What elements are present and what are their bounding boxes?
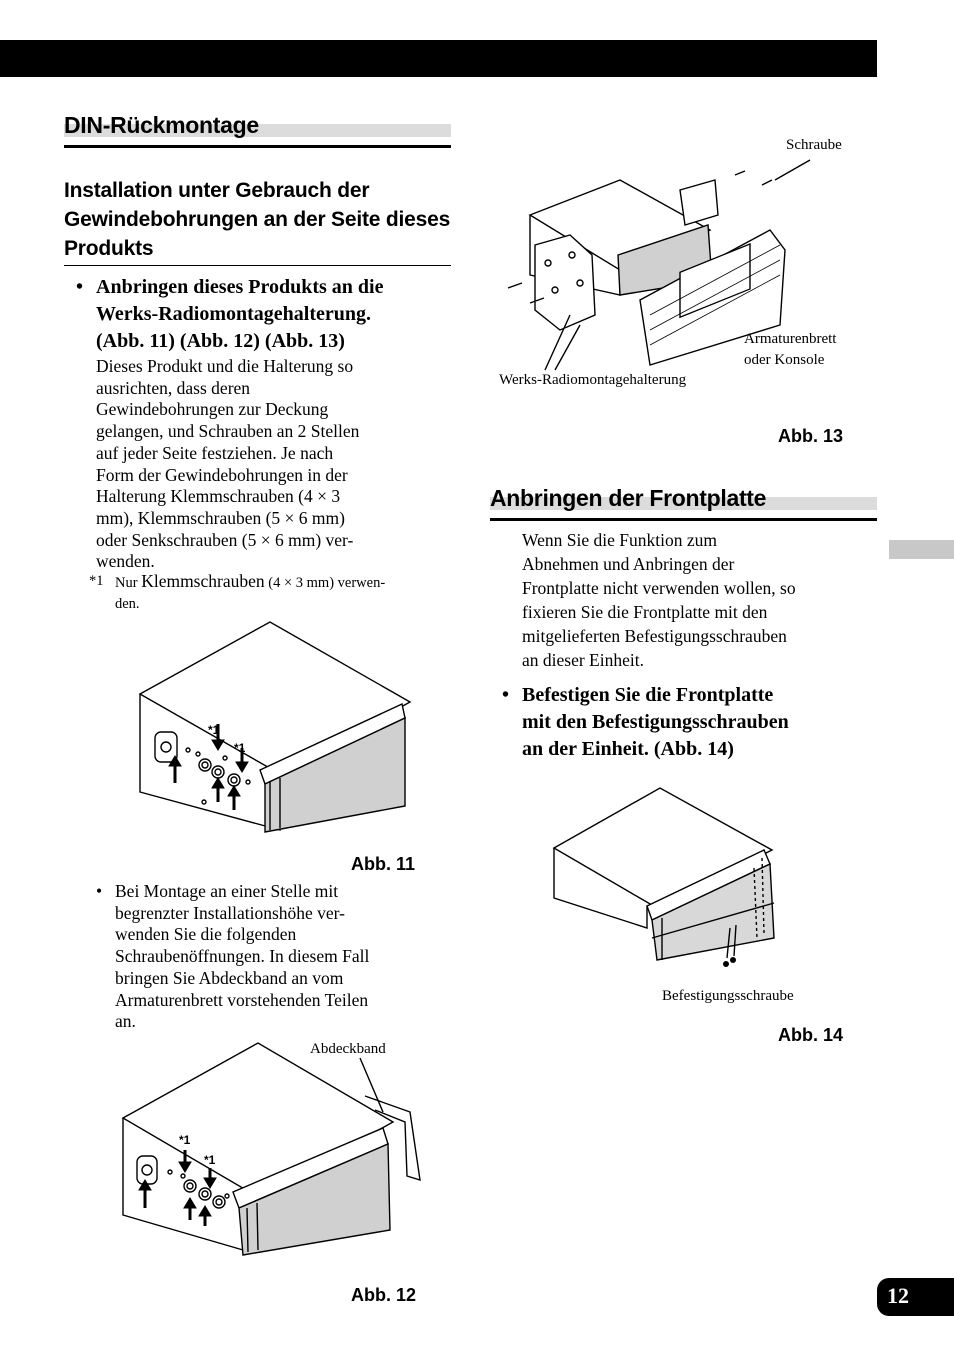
bullet-title-line: Befestigen Sie die Frontplatte <box>522 684 774 706</box>
figure-12-caption: Abb. 12 <box>351 1285 417 1305</box>
body-line: Form der Gewindebohrungen in der <box>96 464 348 485</box>
body-line: wenden. <box>96 551 155 572</box>
fig13-label-armaturenbrett <box>744 329 836 371</box>
footnote <box>89 571 455 615</box>
body-line: gelangen, und Schrauben an 2 Stellen <box>96 421 360 442</box>
body-line: Wenn Sie die Funktion zum <box>522 530 717 550</box>
subheading-installation: Installation unter Gebrauch der Gewindebohrungen an der Seite dieses Produkts <box>64 179 451 260</box>
body-line: Schraubenöffnungen. In diesem Fall <box>115 946 370 967</box>
section-title-din-rueckmontage: DIN-Rückmontage <box>64 112 451 148</box>
body-line: Bei Montage an einer Stelle mit <box>115 881 339 901</box>
body-line: Gewindebohrungen zur Deckung <box>96 399 329 420</box>
fig11-star-label: *1 <box>208 723 220 737</box>
fig12-star-label: *1 <box>179 1133 191 1147</box>
body-line: begrenzter Installationshöhe ver- <box>115 902 345 923</box>
bullet-title-line: mit den Befestigungsschrauben <box>522 711 789 733</box>
bullet-dot: • <box>76 276 84 298</box>
fig12-label-abdeckband: Abdeckband <box>310 1041 386 1057</box>
section-tab-marker <box>889 540 954 559</box>
body-line: Dieses Produkt und die Halterung so <box>96 356 354 376</box>
bullet-body-text <box>96 356 456 573</box>
body-line: oder Senkschrauben (5 × 6 mm) ver- <box>96 529 354 550</box>
fig11-star-label: *1 <box>234 741 246 755</box>
header-bar <box>0 40 877 77</box>
bullet-befestigen <box>502 682 862 763</box>
body-line: auf jeder Seite festziehen. Je nach <box>96 442 334 463</box>
body-line: mm), Klemmschrauben (5 × 6 mm) <box>96 507 345 528</box>
footnote-text: Klemmschrauben <box>141 571 265 591</box>
figure-14-caption: Abb. 14 <box>778 1025 844 1045</box>
footnote-text: Nur <box>115 575 142 591</box>
figure-12-unit-drawing <box>115 1040 425 1260</box>
bullet-title-line: Anbringen dieses Produkts an die <box>96 276 384 298</box>
page-number-badge <box>877 1278 954 1316</box>
body-line: Abnehmen und Anbringen der <box>522 554 735 574</box>
body-line: Armaturenbrett vorstehenden Teilen <box>115 989 369 1010</box>
body-line: mitgelieferten Befestigungsschrauben <box>522 626 787 646</box>
body-line: Halterung Klemmschrauben (4 × 3 <box>96 486 341 507</box>
body-line: wenden Sie die folgenden <box>115 924 297 945</box>
fig12-star-label: *1 <box>204 1153 216 1167</box>
bullet-title-line: Werks-Radiomontagehalterung. <box>96 303 371 325</box>
bullet-title-line: an der Einheit. (Abb. 14) <box>522 738 734 760</box>
bullet-montage-hint <box>96 881 445 1033</box>
bullet-dot: • <box>96 881 103 901</box>
body-line: fixieren Sie die Frontplatte mit den <box>522 602 768 622</box>
figure-11-caption: Abb. 11 <box>351 854 416 874</box>
figure-11-unit-drawing <box>130 620 420 835</box>
page-number: 12 <box>887 1283 909 1308</box>
subheading-rule <box>64 265 451 266</box>
figure-13-caption: Abb. 13 <box>778 426 844 446</box>
body-line: an dieser Einheit. <box>522 650 644 670</box>
fig14-label-befestigungsschraube: Befestigungsschraube <box>662 988 794 1004</box>
footnote-text: (4 × 3 mm) verwen- <box>264 575 386 591</box>
footnote-text: den. <box>115 596 140 612</box>
body-line: Frontplatte nicht verwenden wollen, so <box>522 578 796 598</box>
body-line: an. <box>115 1011 136 1032</box>
figure-14-unit-drawing <box>552 788 782 978</box>
bullet-title-line: (Abb. 11) (Abb. 12) (Abb. 13) <box>96 330 345 352</box>
section-title-frontplatte: Anbringen der Frontplatte <box>490 485 877 521</box>
label-line: oder Konsole <box>744 352 825 368</box>
label-line: Armaturenbrett <box>744 331 837 347</box>
body-line: ausrichten, dass deren <box>96 377 251 398</box>
frontplatte-intro <box>522 528 867 672</box>
body-line: bringen Sie Abdeckband an vom <box>115 967 344 988</box>
fig13-label-schraube: Schraube <box>786 137 842 153</box>
bullet-anbringen <box>76 274 456 355</box>
fig13-label-halterung: Werks-Radiomontagehalterung <box>499 372 687 388</box>
bullet-dot: • <box>502 684 510 706</box>
footnote-marker: *1 <box>89 573 104 589</box>
